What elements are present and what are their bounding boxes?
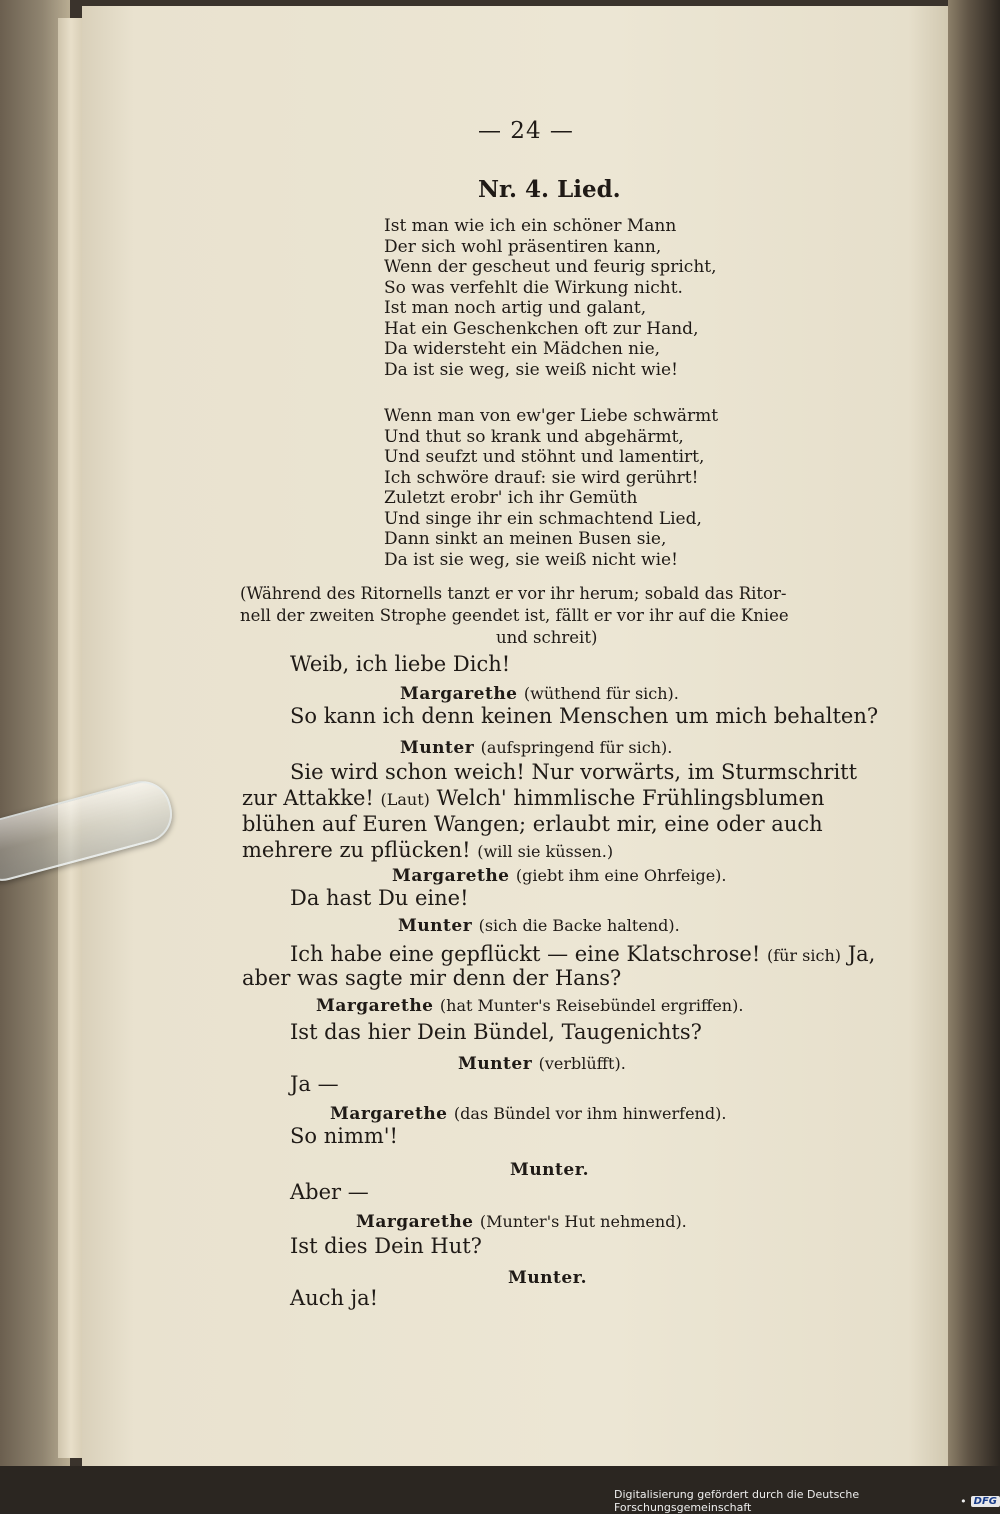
verse-line: Da widersteht ein Mädchen nie, bbox=[384, 339, 661, 359]
speaker-direction: (verblüfft). bbox=[538, 1054, 626, 1073]
song-heading: Nr. 4. Lied. bbox=[478, 176, 621, 203]
verse-1 bbox=[384, 216, 717, 380]
speaker-cue bbox=[316, 996, 743, 1016]
verse-line: Wenn der gescheut und feurig spricht, bbox=[384, 257, 717, 277]
dialogue-line: So kann ich denn keinen Menschen um mich behalten? bbox=[290, 704, 879, 728]
dialogue-line bbox=[242, 838, 613, 864]
verse-line: Hat ein Geschenkchen oft zur Hand, bbox=[384, 318, 699, 339]
speaker-direction: (sich die Backe haltend). bbox=[478, 916, 680, 935]
stage-direction-line: und schreit) bbox=[496, 628, 598, 647]
dialogue-line: Ja — bbox=[290, 1072, 339, 1096]
verse-2 bbox=[384, 406, 718, 570]
speaker-cue bbox=[400, 738, 672, 758]
speaker-cue bbox=[392, 866, 727, 886]
dialogue-line: blühen auf Euren Wangen; erlaubt mir, eine oder auch bbox=[242, 812, 823, 836]
dialogue-line bbox=[242, 786, 824, 812]
digitization-credit bbox=[614, 1490, 1000, 1512]
verse-line: Ist man wie ich ein schöner Mann bbox=[384, 216, 677, 236]
speaker-direction: (das Bündel vor ihm hinwerfend). bbox=[453, 1104, 727, 1123]
speaker-direction: (giebt ihm eine Ohrfeige). bbox=[515, 866, 727, 885]
dialogue-line: Auch ja! bbox=[290, 1286, 379, 1310]
inline-direction: (für sich) bbox=[766, 946, 841, 965]
dialogue-line: aber was sagte mir denn der Hans? bbox=[242, 966, 622, 990]
speaker-name: Munter bbox=[398, 916, 473, 936]
dfg-logo: DFG bbox=[971, 1496, 1000, 1507]
speaker-cue bbox=[508, 1268, 587, 1288]
inline-direction: (Laut) bbox=[380, 790, 430, 809]
dialogue-line: So nimm'! bbox=[290, 1124, 398, 1148]
dialogue-text: Welch' himmlische Frühlingsblumen bbox=[436, 786, 825, 810]
dialogue-line: Weib, ich liebe Dich! bbox=[290, 652, 511, 676]
dialogue-line: Da hast Du eine! bbox=[290, 886, 469, 910]
page-number: — 24 — bbox=[478, 118, 574, 144]
speaker-direction: (Munter's Hut nehmend). bbox=[479, 1212, 687, 1231]
speaker-name: Munter bbox=[458, 1054, 533, 1074]
stage-direction-line: (Während des Ritornells tanzt er vor ihr herum; sobald das Ritor- bbox=[240, 584, 787, 603]
speaker-cue bbox=[356, 1212, 687, 1232]
speaker-name: Margarethe bbox=[316, 996, 434, 1016]
dialogue-text: Ja, bbox=[847, 942, 876, 966]
dialogue-line: Aber — bbox=[290, 1180, 369, 1204]
verse-line: Ist man noch artig und galant, bbox=[384, 298, 647, 318]
speaker-direction: (aufspringend für sich). bbox=[480, 738, 673, 757]
speaker-cue bbox=[510, 1160, 589, 1180]
speaker-direction: (hat Munter's Reisebündel ergriffen). bbox=[439, 996, 744, 1015]
inline-direction: (will sie küssen.) bbox=[477, 842, 614, 861]
credit-text: Digitalisierung gefördert durch die Deutsche Forschungsgemeinschaft bbox=[614, 1488, 860, 1514]
speaker-name: Margarethe bbox=[356, 1212, 474, 1232]
dialogue-line bbox=[290, 942, 875, 968]
dialogue-line: Ist dies Dein Hut? bbox=[290, 1234, 482, 1258]
speaker-name: Munter bbox=[400, 738, 475, 758]
book-cover-right bbox=[948, 0, 1000, 1500]
dialogue-line: Sie wird schon weich! Nur vorwärts, im Sturmschritt bbox=[290, 760, 858, 784]
speaker-name: Margarethe bbox=[392, 866, 510, 886]
speaker-cue bbox=[330, 1104, 726, 1124]
dialogue-text: mehrere zu pflücken! bbox=[242, 838, 471, 862]
dialogue-text: zur Attakke! bbox=[242, 786, 374, 810]
separator: • bbox=[960, 1494, 967, 1508]
speaker-cue bbox=[398, 916, 680, 936]
speaker-name: Munter. bbox=[508, 1268, 588, 1288]
verse-line: Und seufzt und stöhnt und lamentirt, bbox=[384, 447, 705, 467]
speaker-name: Margarethe bbox=[330, 1104, 448, 1124]
verse-line: Der sich wohl präsentiren kann, bbox=[384, 236, 662, 257]
dialogue-line: Ist das hier Dein Bündel, Taugenichts? bbox=[290, 1020, 702, 1044]
dialogue-text: Ich habe eine gepflückt — eine Klatschrose! bbox=[290, 942, 761, 966]
verse-line: Dann sinkt an meinen Busen sie, bbox=[384, 529, 667, 549]
verse-line: Und singe ihr ein schmachtend Lied, bbox=[384, 508, 702, 529]
speaker-direction: (wüthend für sich). bbox=[523, 684, 679, 703]
verse-line: Da ist sie weg, sie weiß nicht wie! bbox=[384, 359, 678, 380]
verse-line: Ich schwöre drauf: sie wird gerührt! bbox=[384, 467, 699, 488]
verse-line: Und thut so krank und abgehärmt, bbox=[384, 426, 684, 447]
stage-direction-line: nell der zweiten Strophe geendet ist, fällt er vor ihr auf die Kniee bbox=[240, 606, 789, 625]
page-stack-edge bbox=[58, 18, 85, 1458]
verse-line: So was verfehlt die Wirkung nicht. bbox=[384, 277, 683, 298]
speaker-name: Margarethe bbox=[400, 684, 518, 704]
verse-line: Zuletzt erobr' ich ihr Gemüth bbox=[384, 488, 638, 508]
speaker-name: Munter. bbox=[510, 1160, 590, 1180]
speaker-cue bbox=[458, 1054, 626, 1074]
verse-line: Da ist sie weg, sie weiß nicht wie! bbox=[384, 549, 678, 570]
verse-line: Wenn man von ew'ger Liebe schwärmt bbox=[384, 406, 719, 426]
speaker-cue bbox=[400, 684, 679, 704]
